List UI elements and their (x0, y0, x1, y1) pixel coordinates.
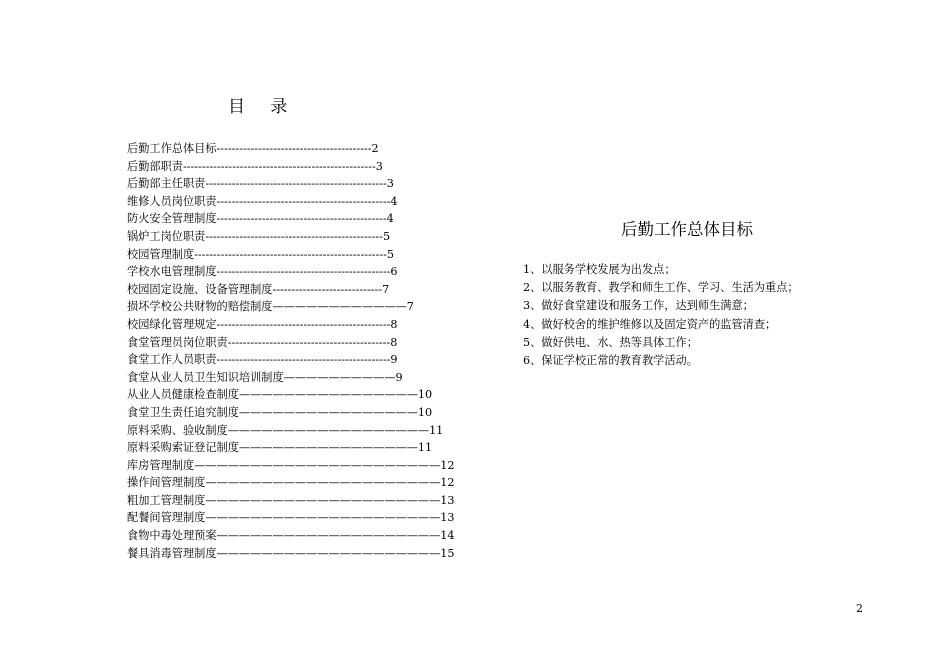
section-heading: 后勤工作总体目标 (621, 220, 753, 239)
toc-entry: 操作间管理制度—————————————————————12 (127, 476, 455, 490)
goal-item: 3、做好食堂建设和服务工作，达到师生满意； (523, 299, 754, 313)
toc-entry: 食物中毒处理预案————————————————————14 (127, 529, 455, 543)
toc-entry: 库房管理制度——————————————————————12 (127, 458, 455, 472)
toc-entry: 从业人员健康检查制度————————————————10 (127, 388, 433, 402)
toc-entry: 餐具消毒管理制度————————————————————15 (127, 546, 455, 560)
goal-item: 5、做好供电、水、热等具体工作； (523, 335, 698, 349)
toc-entry: 食堂工作人员职责----------------------------------------------9 (127, 353, 398, 367)
toc-title: 目 录 (228, 97, 298, 117)
toc-entry: 校园固定设施、设备管理制度-----------------------------7 (127, 282, 390, 296)
toc-entry: 食堂从业人员卫生知识培训制度——————————9 (127, 370, 403, 384)
toc-entry: 原料采购、验收制度——————————————————11 (127, 423, 444, 437)
toc-entry: 配餐间管理制度—————————————————————13 (127, 511, 455, 525)
goals-list (523, 261, 833, 370)
toc-entry: 食堂管理员岗位职责-------------------------------------------8 (127, 335, 398, 349)
toc-entry: 粗加工管理制度—————————————————————13 (127, 493, 455, 507)
toc-entry: 后勤部主任职责------------------------------------------------3 (127, 177, 394, 191)
toc-entry: 校园绿化管理规定----------------------------------------------8 (127, 317, 398, 331)
toc-entry: 后勤工作总体目标-----------------------------------------2 (127, 142, 379, 155)
toc-entry: 校园管理制度---------------------------------------------------5 (127, 247, 395, 261)
page-number: 2 (856, 602, 863, 615)
toc-entry: 锅炉工岗位职责-----------------------------------------------5 (127, 229, 391, 243)
table-of-contents (127, 140, 455, 562)
toc-entry: 维修人员岗位职责----------------------------------------------4 (127, 194, 398, 208)
toc-entry: 后勤部职责---------------------------------------------------3 (127, 159, 383, 173)
toc-entry: 学校水电管理制度----------------------------------------------6 (127, 265, 398, 279)
goal-item: 6、保证学校正常的教育教学活动。 (523, 353, 698, 367)
goal-item: 4、做好校舍的维护维修以及固定资产的监管清查； (523, 317, 777, 331)
goal-item: 2、以服务教育、教学和师生工作、学习、生活为重点； (523, 281, 799, 295)
toc-entry: 防火安全管理制度---------------------------------------------4 (127, 212, 394, 226)
toc-entry: 食堂卫生责任追究制度————————————————10 (127, 405, 433, 419)
goal-item: 1、以服务学校发展为出发点； (523, 263, 676, 276)
toc-entry: 原料采购索证登记制度————————————————11 (127, 441, 433, 455)
toc-entry: 损坏学校公共财物的赔偿制度————————————7 (127, 300, 414, 314)
